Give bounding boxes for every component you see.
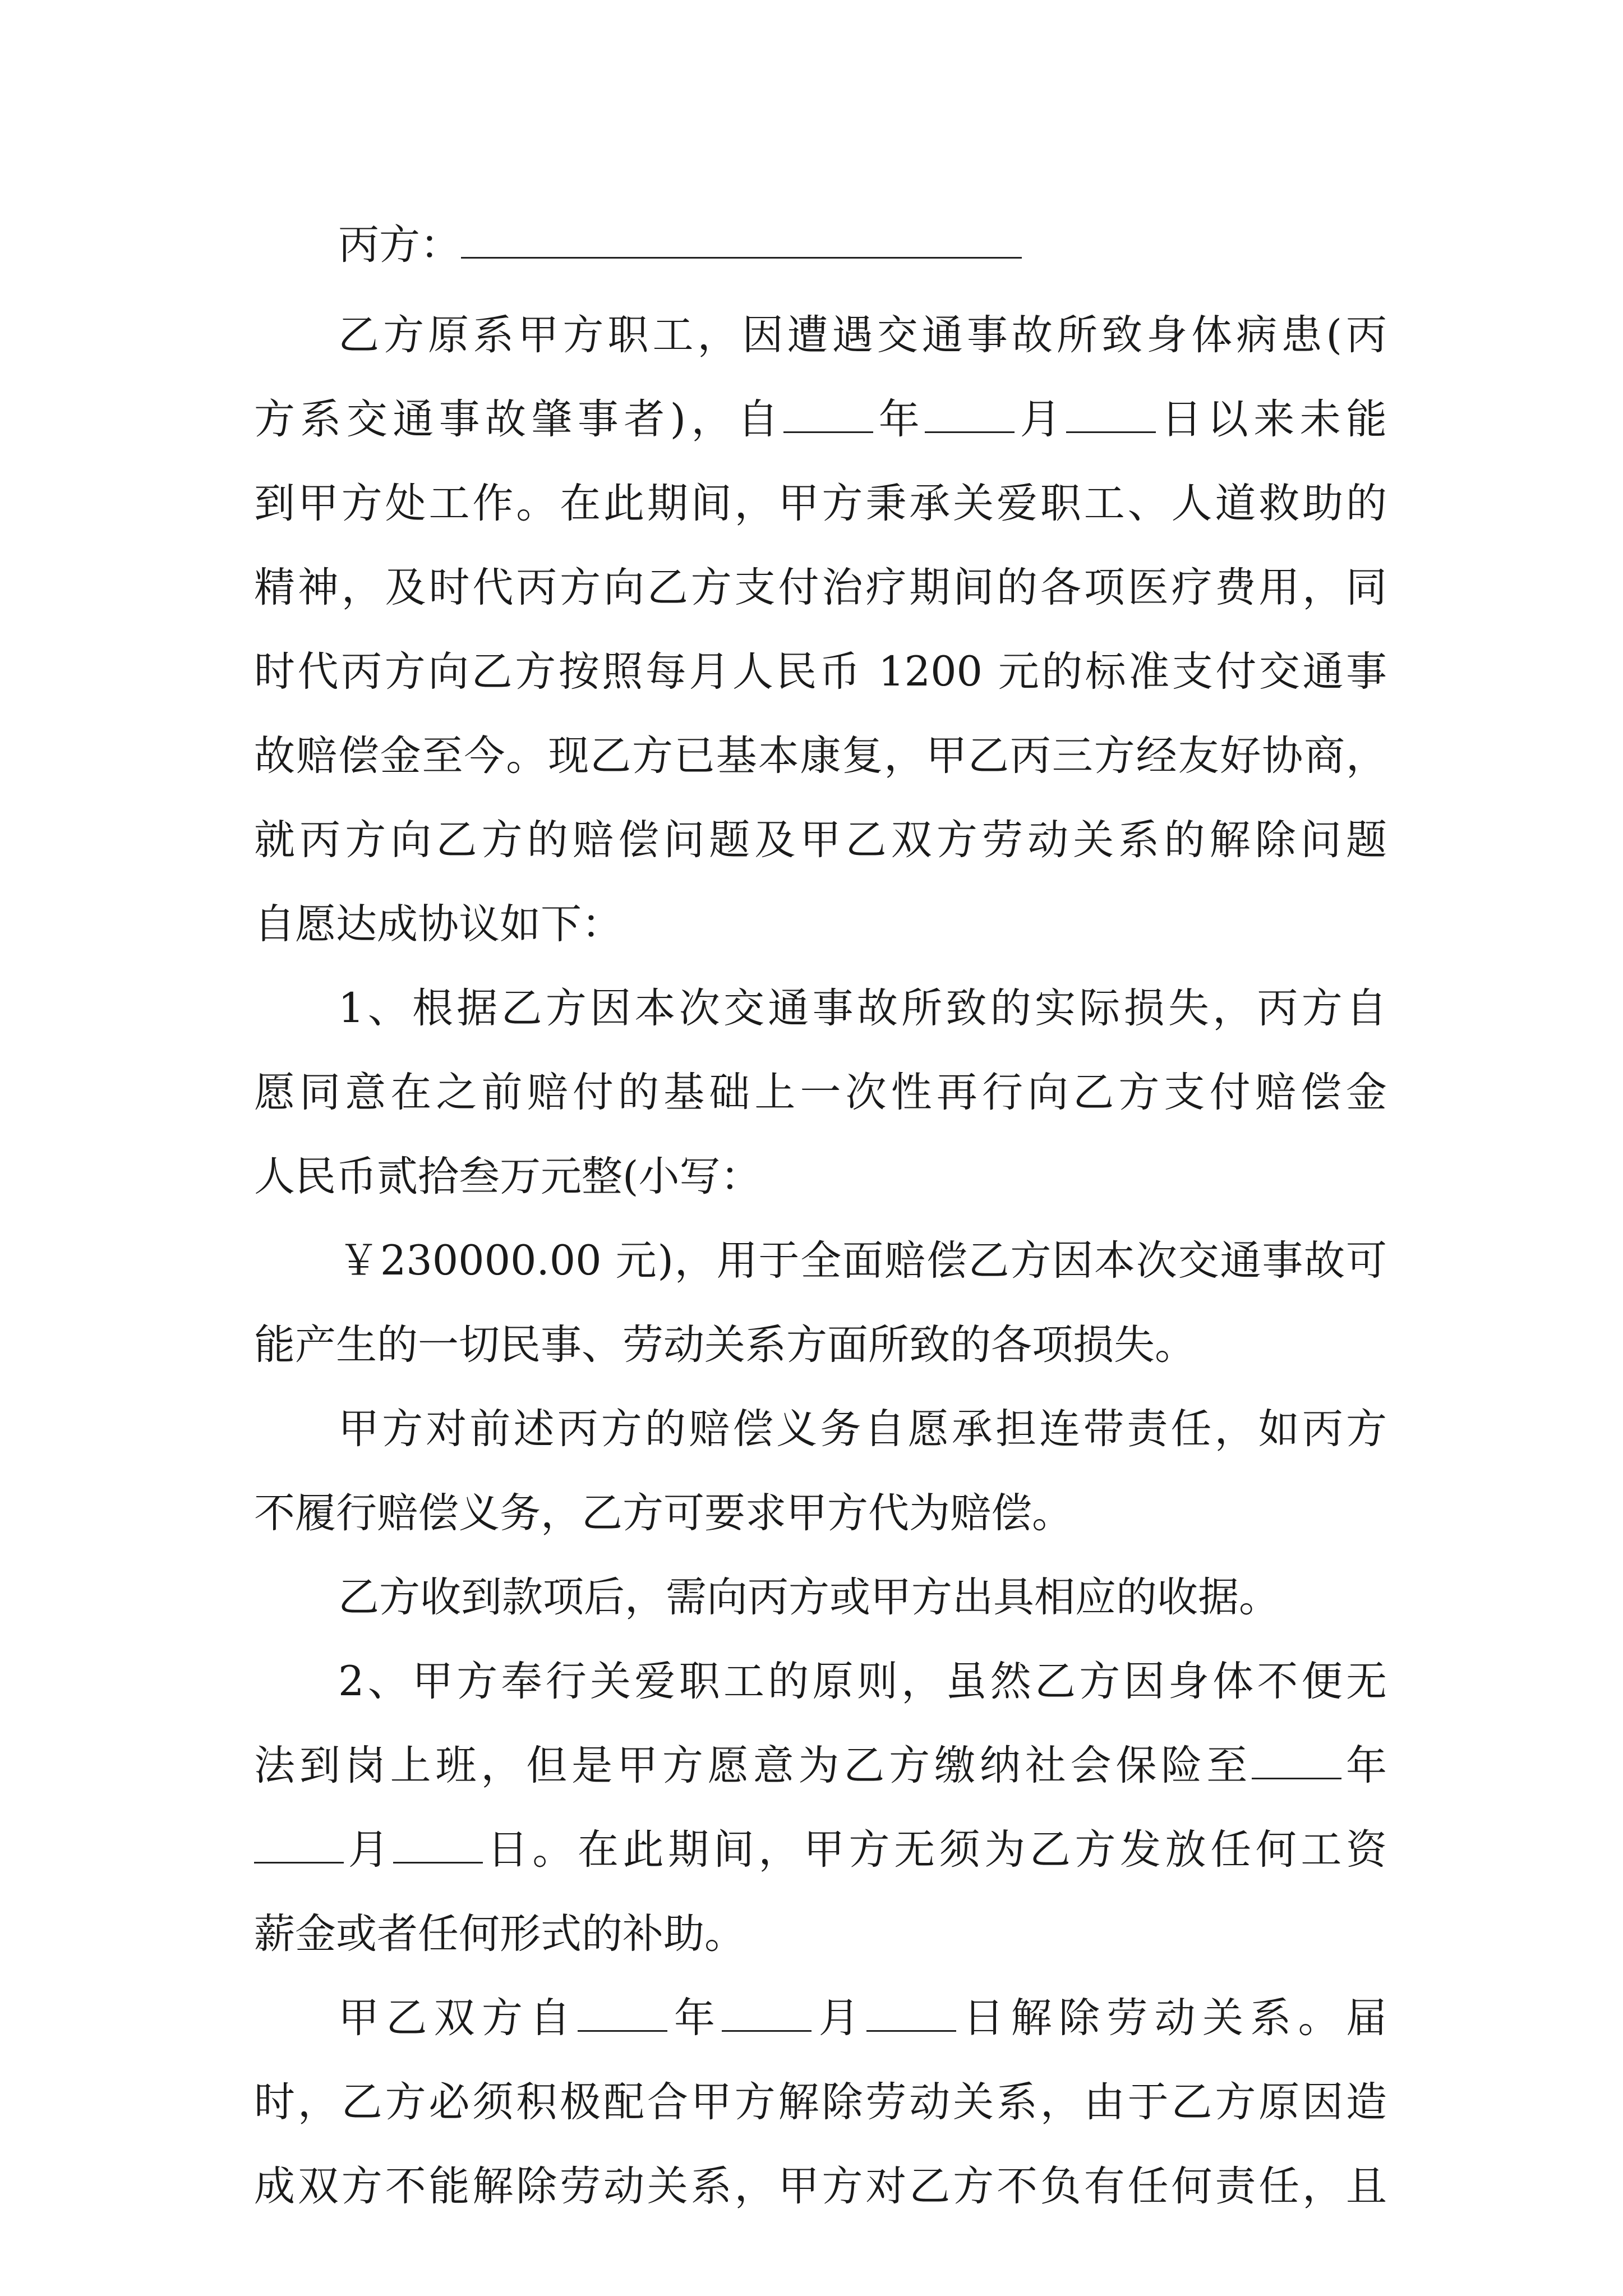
party-c-label: 丙方：	[338, 221, 461, 269]
date-blank	[578, 2024, 667, 2032]
item1-amount-line-2: 能产生的一切民事、劳动关系方面所致的各项损失。	[254, 1321, 1196, 1369]
item1-line-3: 人民币贰拾叁万元整(小写：	[254, 1153, 762, 1200]
liability-line-1: 甲方对前述丙方的赔偿义务自愿承担连带责任，如丙方	[338, 1405, 1387, 1453]
item2-line-3: 月 日。在此期间，甲方无须为乙方发放任何工资	[254, 1805, 1387, 1895]
item2-line-4: 薪金或者任何形式的补助。	[254, 1910, 745, 1958]
para1-line-2: 方系交通事故肇事者)，自 年 月 日以来未能	[254, 395, 1387, 443]
date-blank	[393, 1856, 483, 1864]
date-blank	[783, 426, 873, 433]
receipt-line: 乙方收到款项后，需向丙方或甲方出具相应的收据。	[338, 1573, 1280, 1621]
date-blank	[254, 1856, 344, 1864]
item2-line-1: 2、甲方奉行关爱职工的原则，虽然乙方因身体不便无	[338, 1658, 1387, 1705]
party-c-line	[338, 200, 1387, 290]
termination-line-2: 时，乙方必须积极配合甲方解除劳动关系，由于乙方原因造	[254, 2078, 1387, 2126]
date-blank	[866, 2024, 956, 2032]
item2-line-2: 法到岗上班，但是甲方愿意为乙方缴纳社会保险至 年	[254, 1742, 1387, 1789]
item1-amount-line-1: ￥230000.00 元)，用于全面赔偿乙方因本次交通事故可	[338, 1237, 1387, 1285]
para1-line-7: 就丙方向乙方的赔偿问题及甲乙双方劳动关系的解除问题	[254, 816, 1387, 864]
date-blank	[1252, 1772, 1341, 1779]
termination-line-3: 成双方不能解除劳动关系，甲方对乙方不负有任何责任，且	[254, 2162, 1387, 2210]
date-blank	[722, 2024, 811, 2032]
para1-line-5: 时代丙方向乙方按照每月人民币 1200 元的标准支付交通事	[254, 648, 1387, 696]
termination-line-1: 甲乙双方自 年 月 日解除劳动关系。届	[338, 1994, 1387, 2042]
date-blank	[1066, 426, 1156, 433]
item1-line-1: 1、根据乙方因本次交通事故所致的实际损失，丙方自	[338, 984, 1387, 1032]
para1-line-4: 精神，及时代丙方向乙方支付治疗期间的各项医疗费用，同	[254, 564, 1387, 611]
date-blank	[925, 426, 1015, 433]
liability-line-2: 不履行赔偿义务，乙方可要求甲方代为赔偿。	[254, 1489, 1073, 1537]
para1-line-6: 故赔偿金至今。现乙方已基本康复，甲乙丙三方经友好协商，	[254, 732, 1387, 780]
item1-line-2: 愿同意在之前赔付的基础上一次性再行向乙方支付赔偿金	[254, 1069, 1387, 1116]
para1-line-3: 到甲方处工作。在此期间，甲方秉承关爱职工、人道救助的	[254, 480, 1387, 527]
para1-line-1: 乙方原系甲方职工，因遭遇交通事故所致身体病患(丙	[338, 311, 1387, 359]
party-c-blank	[461, 251, 1022, 259]
para1-line-8: 自愿达成协议如下：	[254, 900, 623, 948]
